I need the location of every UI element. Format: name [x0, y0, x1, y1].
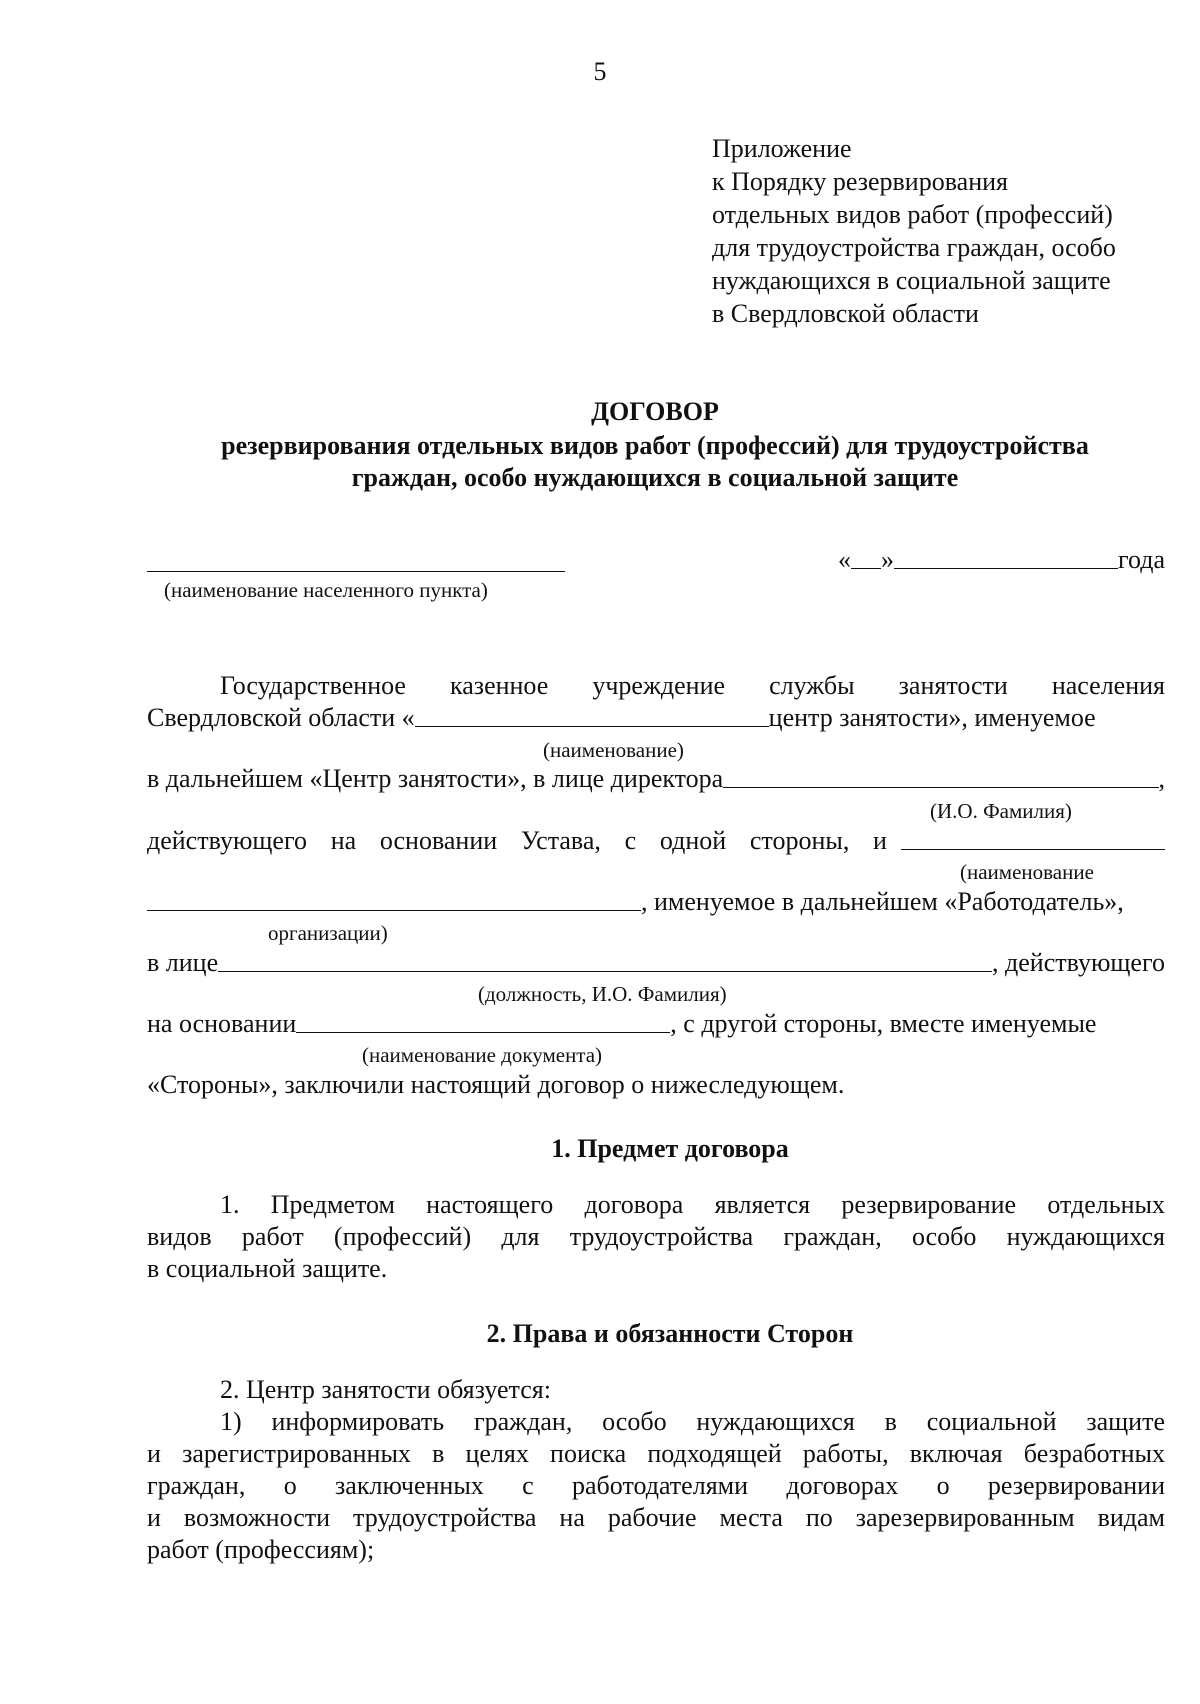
preamble-text: , действующего — [992, 948, 1165, 977]
center-name-blank — [415, 726, 769, 727]
employer-name-blank — [147, 910, 641, 911]
paragraph-line: и зарегистрированных в целях поиска подходящей работы, включая безработных — [147, 1439, 1165, 1468]
representative-blank — [218, 971, 992, 972]
paragraph-line: 2. Центр занятости обязуется: — [220, 1375, 551, 1404]
date-close-quote: » — [881, 545, 894, 574]
director-blank — [723, 787, 1158, 788]
day-blank-line — [851, 568, 881, 569]
word: действующего — [147, 826, 307, 855]
appendix-line: нуждающихся в социальной защите — [712, 266, 1111, 295]
appendix-line: Приложение — [712, 134, 852, 163]
paragraph-line: и возможности трудоустройства на рабочие места по зарезервированным видам — [147, 1503, 1165, 1532]
section-heading: 1. Предмет договора — [551, 1134, 789, 1163]
paragraph-line: 1. Предметом настоящего договора является резервирование отдельных — [220, 1190, 1165, 1219]
representative-caption: (должность, И.О. Фамилия) — [478, 982, 727, 1006]
appendix-line: для трудоустройства граждан, особо — [712, 233, 1116, 262]
paragraph-line: 1) информировать граждан, особо нуждающихся в социальной защите — [220, 1407, 1165, 1436]
preamble-text: в лице — [147, 948, 219, 977]
basis-document-blank — [296, 1032, 670, 1033]
word: на — [330, 826, 357, 855]
preamble-text: центр занятости», именуемое — [768, 703, 1096, 732]
preamble-text — [147, 825, 887, 857]
appendix-block — [712, 132, 1116, 330]
basis-document-caption: (наименование документа) — [362, 1043, 603, 1067]
paragraph-line: видов работ (профессий) для трудоустройства граждан, особо нуждающихся — [147, 1222, 1165, 1251]
director-caption: (И.О. Фамилия) — [930, 799, 1072, 823]
date-field — [838, 544, 1165, 576]
paragraph-line: работ (профессиям); — [147, 1535, 375, 1564]
document-subtitle-line: резервирования отдельных видов работ (профессий) для трудоустройства — [221, 431, 1089, 460]
word: стороны, — [749, 826, 850, 855]
preamble-line — [147, 1008, 1165, 1040]
preamble-line — [147, 825, 1165, 857]
document-title: ДОГОВОР — [591, 397, 719, 426]
preamble-text: в дальнейшем «Центр занятости», в лице директора — [147, 764, 724, 793]
employer-caption-part2: организации) — [268, 921, 388, 945]
paragraph-line: граждан, о заключенных с работодателями договорах о резервировании — [147, 1471, 1165, 1500]
preamble-text: , с другой стороны, вместе именуемые — [670, 1009, 1097, 1038]
appendix-line: отдельных видов работ (профессий) — [712, 200, 1113, 229]
word: основании — [379, 826, 498, 855]
preamble-text: , именуемое в дальнейшем «Работодатель», — [641, 887, 1124, 916]
preamble-line — [147, 886, 1165, 918]
employer-name-blank — [901, 849, 1165, 850]
preamble-text: на основании — [147, 1009, 297, 1038]
appendix-line: к Порядку резервирования — [712, 167, 1008, 196]
center-name-caption: (наименование) — [543, 738, 684, 762]
word: Устава, — [520, 826, 601, 855]
paragraph-line: в социальной защите. — [147, 1254, 388, 1283]
month-blank-line — [894, 568, 1118, 569]
preamble-line — [147, 947, 1165, 979]
employer-caption-part1: (наименование — [960, 860, 1094, 884]
section-heading: 2. Права и обязанности Сторон — [486, 1319, 854, 1348]
place-caption: (наименование населенного пункта) — [164, 578, 488, 602]
preamble-line — [147, 763, 1165, 795]
appendix-line: в Свердловской области — [712, 299, 979, 328]
word: с — [624, 826, 637, 855]
date-open-quote: « — [838, 545, 851, 574]
preamble-line: «Стороны», заключили настоящий договор о нижеследующем. — [147, 1070, 845, 1099]
word: и — [873, 826, 887, 855]
preamble-text: Свердловской области « — [147, 703, 415, 732]
date-year-suffix: года — [1117, 545, 1165, 574]
preamble-line — [147, 702, 1165, 734]
preamble-text: , — [1158, 764, 1165, 793]
preamble-line: Государственное казенное учреждение службы занятости населения — [220, 671, 1165, 700]
document-subtitle-line: граждан, особо нуждающихся в социальной защите — [351, 463, 959, 492]
word: одной — [659, 826, 727, 855]
page-number: 5 — [593, 57, 607, 86]
place-blank-line — [147, 571, 565, 572]
